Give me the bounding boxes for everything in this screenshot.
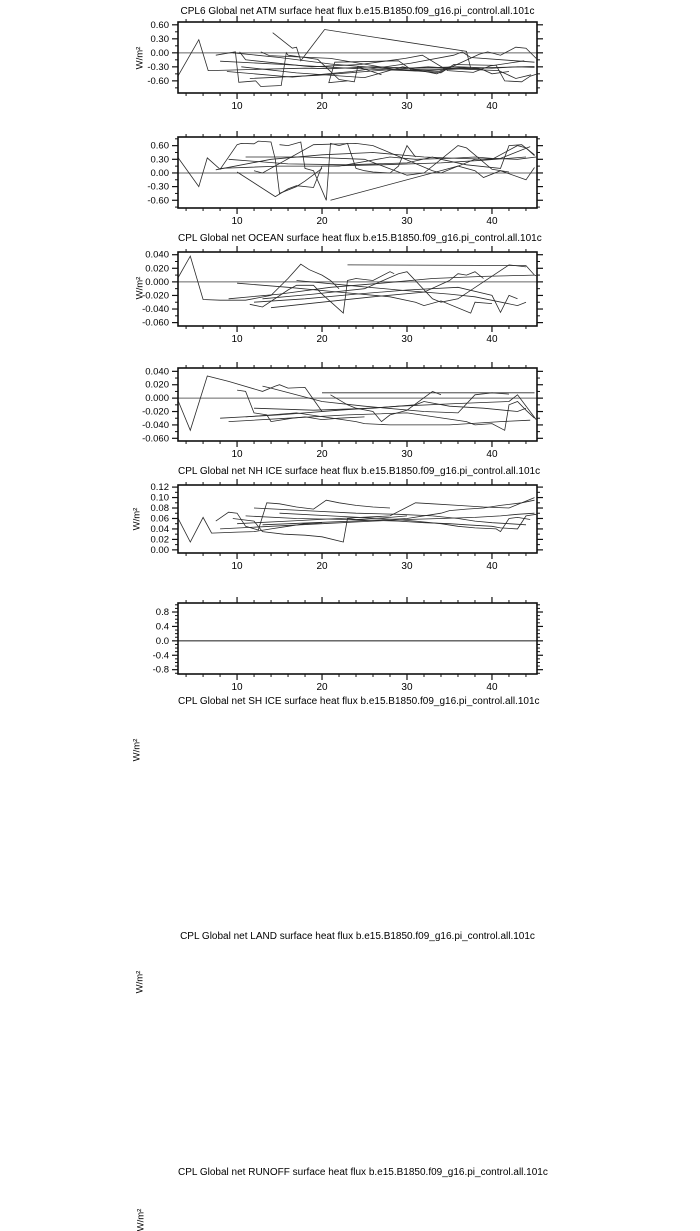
x-tick-label: 10 (231, 216, 243, 227)
y-axis-unit-label: W/m² (134, 46, 146, 70)
data-series-line (263, 265, 527, 302)
y-tick-label: 0.0 (155, 635, 169, 647)
data-series-line (220, 513, 534, 529)
plot-frame (178, 22, 537, 93)
y-tick-label: 0.30 (150, 154, 169, 166)
chart-plot (0, 230, 700, 346)
y-axis-unit-label: W/m² (131, 507, 143, 531)
x-tick-label: 10 (231, 101, 243, 112)
y-tick-label: -0.8 (152, 664, 169, 676)
x-tick-label: 30 (401, 682, 413, 693)
chart-title-land: CPL Global net LAND surface heat flux b.e15.B1850.f09_g16.pi_control.all.101c (180, 931, 535, 942)
y-tick-label: 0.10 (150, 492, 169, 504)
chart-title-runoff: CPL Global net RUNOFF surface heat flux b.e15.B1850.f09_g16.pi_control.all.101c (178, 1167, 548, 1178)
y-tick-label: -0.30 (147, 181, 169, 193)
x-tick-label: 30 (401, 216, 413, 227)
data-series-line (261, 52, 509, 74)
plot-frame (178, 252, 537, 326)
y-tick-label: -0.040 (142, 419, 169, 431)
y-tick-label: 0.00 (150, 544, 169, 556)
y-tick-label: 0.000 (145, 276, 169, 288)
y-tick-label: 0.30 (150, 33, 169, 45)
y-tick-label: 0.4 (155, 621, 169, 633)
y-tick-label: 0.00 (150, 47, 169, 59)
y-tick-label: 0.040 (145, 366, 169, 378)
data-series-line (271, 272, 484, 308)
y-axis-unit-label: W/m² (134, 970, 146, 994)
y-tick-label: 0.040 (145, 249, 169, 261)
chart-panel-atm (0, 0, 700, 115)
x-tick-label: 40 (486, 334, 498, 345)
x-tick-label: 20 (316, 561, 328, 572)
y-tick-label: -0.040 (142, 304, 169, 316)
data-series-line (237, 390, 364, 422)
x-tick-label: 10 (231, 334, 243, 345)
chart-title-nh-ice: CPL Global net NH ICE surface heat flux b.e15.B1850.f09_g16.pi_control.all.101c (178, 466, 541, 477)
y-tick-label: -0.060 (142, 317, 169, 329)
y-tick-label: 0.00 (150, 167, 169, 179)
x-tick-label: 10 (231, 682, 243, 693)
y-axis-unit-label: W/m² (131, 738, 143, 762)
y-tick-label: -0.60 (147, 75, 169, 87)
x-tick-label: 20 (316, 682, 328, 693)
x-tick-label: 10 (231, 561, 243, 572)
y-tick-label: 0.12 (150, 482, 169, 494)
y-tick-label: 0.8 (155, 607, 169, 619)
y-tick-label: 0.020 (145, 263, 169, 275)
x-tick-label: 40 (486, 682, 498, 693)
x-tick-label: 30 (401, 561, 413, 572)
y-tick-label: 0.04 (150, 523, 169, 535)
x-tick-label: 20 (316, 216, 328, 227)
y-tick-label: -0.020 (142, 290, 169, 302)
chart-plot (0, 346, 700, 463)
data-series-line (263, 386, 510, 413)
y-tick-label: -0.30 (147, 61, 169, 73)
y-tick-label: -0.060 (142, 433, 169, 445)
x-tick-label: 30 (401, 101, 413, 112)
chart-plot (0, 463, 700, 581)
plot-frame (178, 485, 537, 553)
y-tick-label: 0.020 (145, 379, 169, 391)
y-tick-label: 0.60 (150, 140, 169, 152)
x-tick-label: 40 (486, 216, 498, 227)
x-tick-label: 20 (316, 449, 328, 460)
x-tick-label: 10 (231, 449, 243, 460)
data-series-line (254, 402, 526, 412)
data-series-line (254, 287, 518, 312)
x-tick-label: 40 (486, 449, 498, 460)
data-series-line (273, 30, 471, 83)
y-axis-unit-label: W/m² (134, 276, 146, 300)
x-tick-label: 30 (401, 334, 413, 345)
x-tick-label: 40 (486, 561, 498, 572)
plot-frame (178, 368, 537, 441)
data-series-line (241, 47, 536, 77)
data-series-line (348, 265, 537, 276)
chart-plot (0, 115, 700, 230)
y-tick-label: -0.020 (142, 406, 169, 418)
data-series-line (229, 402, 535, 431)
x-tick-label: 20 (316, 334, 328, 345)
x-tick-label: 40 (486, 101, 498, 112)
data-series-line (216, 500, 390, 530)
plot-frame (178, 603, 537, 674)
y-tick-label: -0.60 (147, 195, 169, 207)
chart-title-sh-ice: CPL Global net SH ICE surface heat flux b.e15.B1850.f09_g16.pi_control.all.101c (178, 696, 540, 707)
y-tick-label: 0.02 (150, 534, 169, 546)
y-tick-label: 0.08 (150, 503, 169, 515)
chart-plot (0, 581, 700, 700)
y-tick-label: 0.06 (150, 513, 169, 525)
y-tick-label: 0.000 (145, 393, 169, 405)
y-tick-label: 0.60 (150, 19, 169, 31)
x-tick-label: 20 (316, 101, 328, 112)
x-tick-label: 30 (401, 449, 413, 460)
y-axis-unit-label: W/m² (135, 1208, 147, 1231)
chart-title-atm: CPL6 Global net ATM surface heat flux b.e15.B1850.f09_g16.pi_control.all.101c (180, 6, 535, 17)
chart-title-ocean: CPL Global net OCEAN surface heat flux b.e15.B1850.f09_g16.pi_control.all.101c (178, 233, 542, 244)
data-series-line (178, 517, 322, 542)
data-series-line (331, 391, 442, 421)
y-tick-label: -0.4 (152, 650, 169, 662)
chart-plot (0, 0, 700, 115)
